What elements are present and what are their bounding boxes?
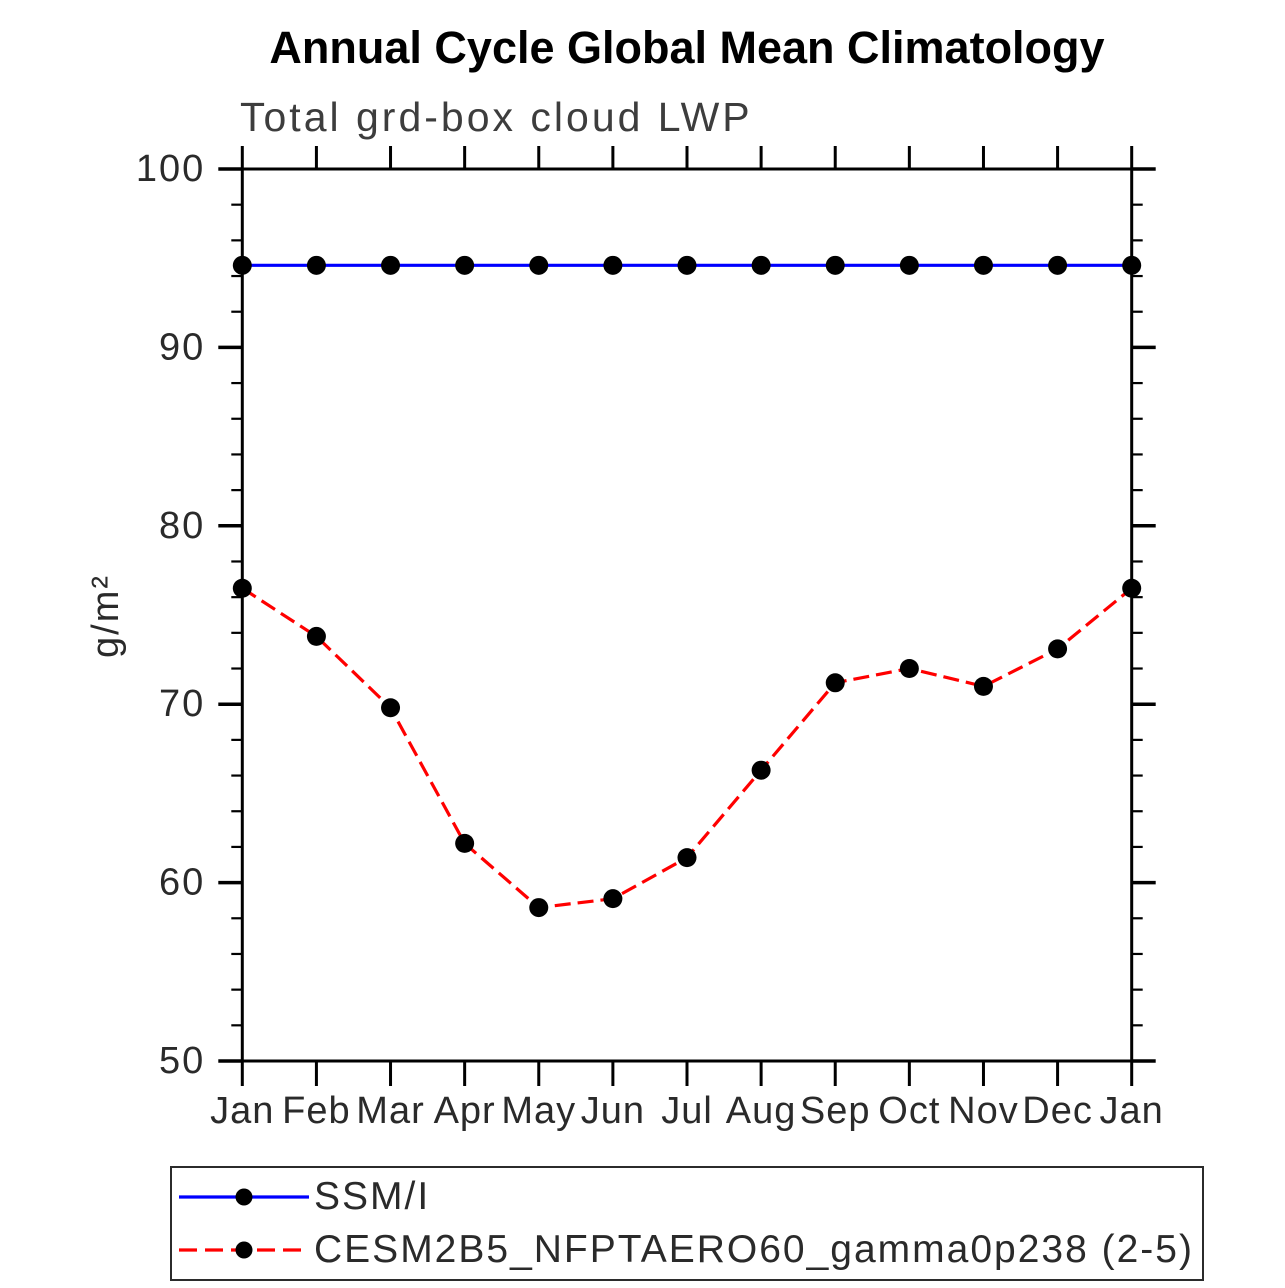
data-point-0-1 xyxy=(307,256,326,275)
y-tick-label: 70 xyxy=(159,683,206,726)
x-tick-label: Dec xyxy=(1022,1090,1093,1132)
data-point-0-12 xyxy=(1122,256,1141,275)
data-point-1-3 xyxy=(455,834,474,853)
x-tick-label: Jun xyxy=(580,1090,646,1132)
data-point-0-2 xyxy=(381,256,400,275)
data-point-0-10 xyxy=(974,256,993,275)
data-point-1-7 xyxy=(752,761,771,780)
legend-label-cesm2b5: CESM2B5_NFPTAERO60_gamma0p238 (2-5) xyxy=(314,1228,1194,1272)
y-tick-label: 80 xyxy=(159,504,206,547)
data-point-0-5 xyxy=(603,256,622,275)
data-point-0-8 xyxy=(826,256,845,275)
y-tick-label: 50 xyxy=(159,1040,206,1082)
x-tick-label: Mar xyxy=(356,1090,425,1132)
data-point-1-2 xyxy=(381,698,400,717)
legend-swatch-cesm2b5-line-icon xyxy=(176,1237,311,1263)
legend-entry-ssmi xyxy=(172,1172,1202,1222)
data-point-0-4 xyxy=(529,256,548,275)
data-point-1-5 xyxy=(603,889,622,908)
data-point-1-9 xyxy=(900,659,919,678)
data-point-1-1 xyxy=(307,627,326,646)
legend-marker-sample xyxy=(236,1188,253,1205)
data-point-0-9 xyxy=(900,256,919,275)
data-point-1-10 xyxy=(974,677,993,696)
data-point-1-12 xyxy=(1122,579,1141,598)
x-tick-label: Oct xyxy=(878,1090,941,1132)
data-point-0-0 xyxy=(233,256,252,275)
x-tick-label: Jan xyxy=(1099,1090,1164,1132)
legend-swatch-ssmi-line-icon xyxy=(176,1184,311,1210)
chart-subtitle: Total grd-box cloud LWP xyxy=(240,94,753,140)
y-tick-label: 60 xyxy=(159,861,206,904)
y-tick-label: 100 xyxy=(135,148,206,190)
data-point-1-4 xyxy=(529,898,548,917)
x-tick-label: May xyxy=(501,1090,577,1132)
data-point-0-11 xyxy=(1048,256,1067,275)
data-point-1-11 xyxy=(1048,639,1067,658)
chart-title: Annual Cycle Global Mean Climatology xyxy=(269,22,1105,73)
x-tick-label: Sep xyxy=(799,1090,871,1132)
x-tick-label: Jul xyxy=(661,1090,713,1132)
y-tick-label: 90 xyxy=(159,326,206,369)
data-point-1-6 xyxy=(678,848,697,867)
data-point-1-8 xyxy=(826,673,845,692)
y-axis-label: g/m² xyxy=(85,574,127,658)
legend-marker-sample xyxy=(236,1242,253,1259)
data-point-0-6 xyxy=(678,256,697,275)
x-tick-label: Jan xyxy=(210,1090,275,1132)
legend-entry-cesm2b5 xyxy=(172,1225,1202,1275)
legend xyxy=(170,1166,1204,1281)
x-tick-label: Aug xyxy=(725,1090,797,1132)
data-point-0-7 xyxy=(752,256,771,275)
x-tick-label: Apr xyxy=(433,1090,496,1132)
data-point-1-0 xyxy=(233,579,252,598)
x-tick-label: Nov xyxy=(948,1090,1019,1132)
data-point-0-3 xyxy=(455,256,474,275)
legend-label-ssmi: SSM/I xyxy=(314,1174,431,1218)
x-tick-label: Feb xyxy=(282,1090,351,1132)
